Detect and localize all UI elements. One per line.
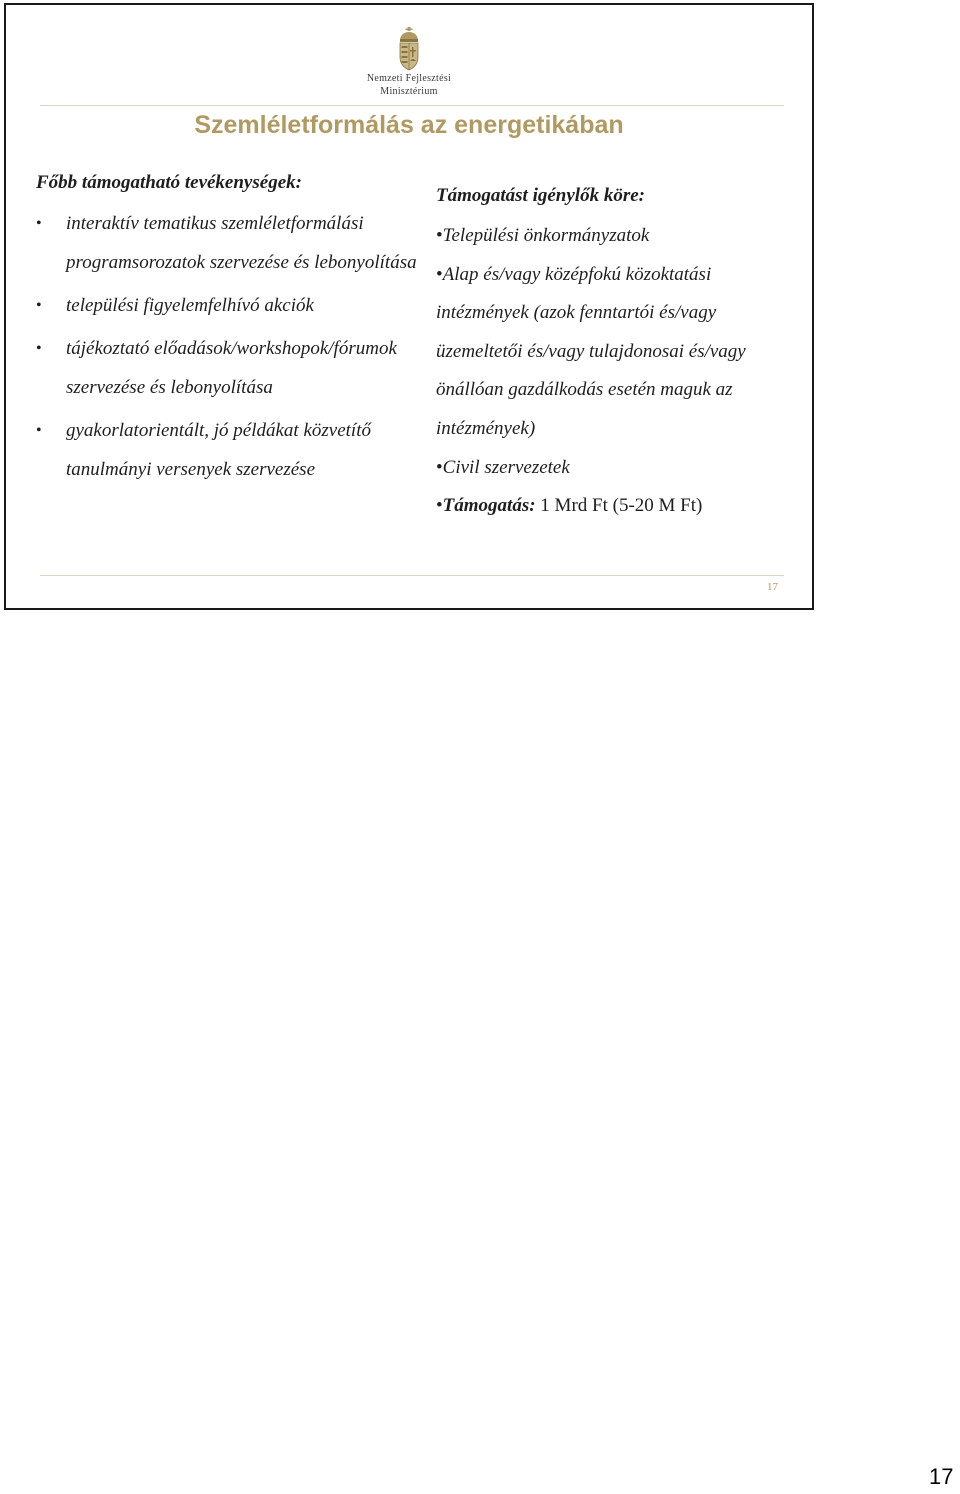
ministry-logo bbox=[6, 27, 812, 97]
support-amount bbox=[436, 487, 806, 526]
activity-item: • települési figyelemfelhívó akciók bbox=[36, 286, 436, 325]
header-divider bbox=[40, 105, 784, 106]
activities-column bbox=[36, 170, 436, 493]
applicant-item: •Civil szervezetek bbox=[436, 456, 570, 478]
bullet-icon: • bbox=[436, 456, 443, 478]
bullet-icon: • bbox=[36, 297, 42, 314]
footer-divider bbox=[40, 575, 784, 576]
bullet-icon: • bbox=[36, 340, 42, 357]
bullet-icon: • bbox=[36, 422, 42, 439]
activities-heading: Főbb támogatható tevékenységek: bbox=[36, 172, 302, 193]
page-number: 17 bbox=[929, 1464, 954, 1489]
activity-item: • gyakorlatorientált, jó példákat közvetítő tanulmányi versenyek szervezése bbox=[36, 411, 436, 489]
applicant-item: •Alap és/vagy középfokú közoktatási intézmények (azok fenntartói és/vagy üzemeltetői és/vagy tulajdonosai és/vagy önállóan gazdálkodás esetén maguk az intézmények) bbox=[436, 263, 746, 439]
applicant-item: •Települési önkormányzatok bbox=[436, 225, 650, 246]
slide-number: 17 bbox=[767, 581, 778, 593]
slide-title: Szemléletformálás az energetikában bbox=[194, 111, 624, 139]
applicants-column bbox=[436, 183, 806, 526]
ministry-name-line2: Minisztérium bbox=[380, 86, 438, 97]
coat-of-arms-icon bbox=[396, 27, 422, 71]
applicants-heading: Támogatást igénylők köre: bbox=[436, 185, 645, 206]
bullet-icon: • bbox=[436, 495, 443, 517]
bullet-icon: • bbox=[436, 225, 443, 246]
activity-item: • interaktív tematikus szemléletformálási programsorozatok szervezése és lebonyolítása bbox=[36, 204, 436, 282]
bullet-icon: • bbox=[36, 215, 42, 232]
slide bbox=[4, 3, 814, 610]
support-value: 1 Mrd Ft (5-20 M Ft) bbox=[540, 495, 703, 517]
activity-item: • tájékoztató előadások/workshopok/fórumok szervezése és lebonyolítása bbox=[36, 329, 436, 407]
bullet-icon: • bbox=[436, 263, 443, 285]
support-label: Támogatás: bbox=[442, 495, 536, 517]
ministry-name-line1: Nemzeti Fejlesztési bbox=[366, 73, 452, 84]
